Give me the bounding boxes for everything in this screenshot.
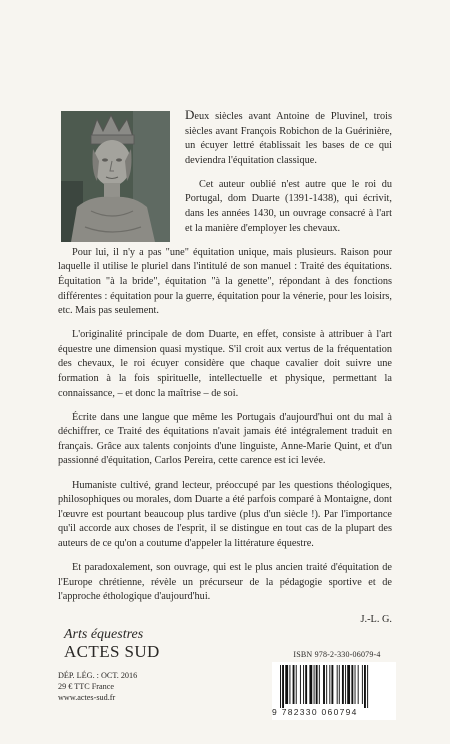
- barcode-bar: [337, 665, 338, 704]
- legal-deposit: DÉP. LÉG. : OCT. 2016: [58, 671, 138, 680]
- barcode-bar: [282, 665, 284, 708]
- barcode-bars: [272, 662, 396, 708]
- barcode-bar: [319, 665, 320, 704]
- barcode-bar: [280, 665, 281, 708]
- barcode-bar: [305, 665, 307, 704]
- back-cover-text: [58, 108, 392, 625]
- barcode-digits: 9 782330 060794: [272, 707, 358, 717]
- barcode-bar: [300, 665, 301, 704]
- barcode-bar: [314, 665, 315, 704]
- barcode-bar: [289, 665, 290, 704]
- paragraph-1: Deux siècles avant Antoine de Pluvinel, trois siècles avant François Robichon de la Guérinière, un écuyer lettré établissait les bases de ce qui deviendra l'équitation classique.: [185, 107, 392, 166]
- publisher-imprint: [58, 627, 218, 703]
- barcode-bar: [362, 665, 363, 704]
- paragraph-6: Humaniste cultivé, grand lecteur, préoccupé par les questions théologiques, philosophiques ou morales, dom Duarte a été parfois comparé à Montaigne, dont l'œuvre est pourtant beaucoup plus tardive (plus d'un siècle !). Par l'importance qu'il accorde aux choses de l'esprit, il se distingue en tout cas de la plupart des auteurs de ce qu'on a coutume d'appeler la littérature équestre.: [58, 479, 392, 549]
- barcode-bar: [364, 665, 366, 708]
- price: 29 € TTC France: [58, 681, 115, 691]
- barcode-bar: [347, 665, 350, 704]
- barcode-bar: [303, 665, 304, 704]
- barcode-bar: [342, 665, 344, 704]
- barcode-bar: [323, 665, 325, 704]
- website: www.actes-sud.fr: [58, 692, 116, 702]
- collection-name: Arts équestres: [64, 627, 144, 642]
- barcode-bar: [316, 665, 318, 704]
- barcode-bar: [355, 665, 356, 704]
- barcode-bar: [285, 665, 288, 704]
- barcode-bar: [331, 665, 333, 704]
- signature: J.-L. G.: [360, 614, 392, 626]
- paragraph-4: L'originalité principale de dom Duarte, en effet, consiste à attribuer à l'art équestre une dimension quasi mystique. S'il croit aux vertus de la fréquentation des chevaux, le roi écuyer considère que chaque cavalier doit suivre une formation à la fois spirituelle, intellectuelle et physique, permettant la connaissance, – et donc la maîtrise – de soi.: [58, 329, 392, 399]
- barcode-bar: [329, 665, 330, 704]
- barcode-block: [272, 650, 402, 720]
- barcode-icon: [272, 662, 396, 720]
- barcode-bar: [293, 665, 295, 704]
- paragraph-7: Et paradoxalement, son ouvrage, qui est le plus ancien traité d'équitation de l'Europe chrétienne, révèle un précurseur de la pédagogie sportive et de l'approche éthologique d'aujourd'hui.: [58, 562, 392, 603]
- isbn: ISBN 978-2-330-06079-4: [293, 650, 381, 659]
- barcode-bar: [309, 665, 312, 704]
- paragraph-2: Cet auteur oublié n'est autre que le roi du Portugal, dom Duarte (1391-1438), qui écrivit, dans les années 1430, un ouvrage consacré à l'art et la manière d'employer les chevaux.: [185, 178, 392, 234]
- barcode-bar: [339, 665, 340, 704]
- publisher-name: ACTES SUD: [64, 642, 160, 661]
- barcode-bar: [351, 665, 353, 704]
- barcode-bar: [358, 665, 359, 704]
- barcode-bar: [367, 665, 368, 708]
- paragraph-3: Pour lui, il n'y a pas "une" équitation unique, mais plusieurs. Raison pour laquelle il utilise le pluriel dans l'intitulé de son manuel : Traité des équitations. Équitation "à la bride", équitation "à la genette", répondant à des fonctions différentes : équitation pour la guerre, équitation pour la vénerie, pour les loisirs, etc. Mais pas seulement.: [58, 246, 392, 317]
- barcode-bar: [326, 665, 327, 704]
- barcode-bar: [296, 665, 297, 704]
- paragraph-5: Écrite dans une langue que même les Portugais d'aujourd'hui ont du mal à déchiffrer, ce Traité des équitations n'avait jamais été intégralement traduit en français. Grâce aux talents conjoints d'une linguiste, Anne-Marie Quint, et d'un passionné d'équitation, Carlos Pereira, cette carence est ici levée.: [58, 411, 392, 467]
- barcode-bar: [345, 665, 346, 704]
